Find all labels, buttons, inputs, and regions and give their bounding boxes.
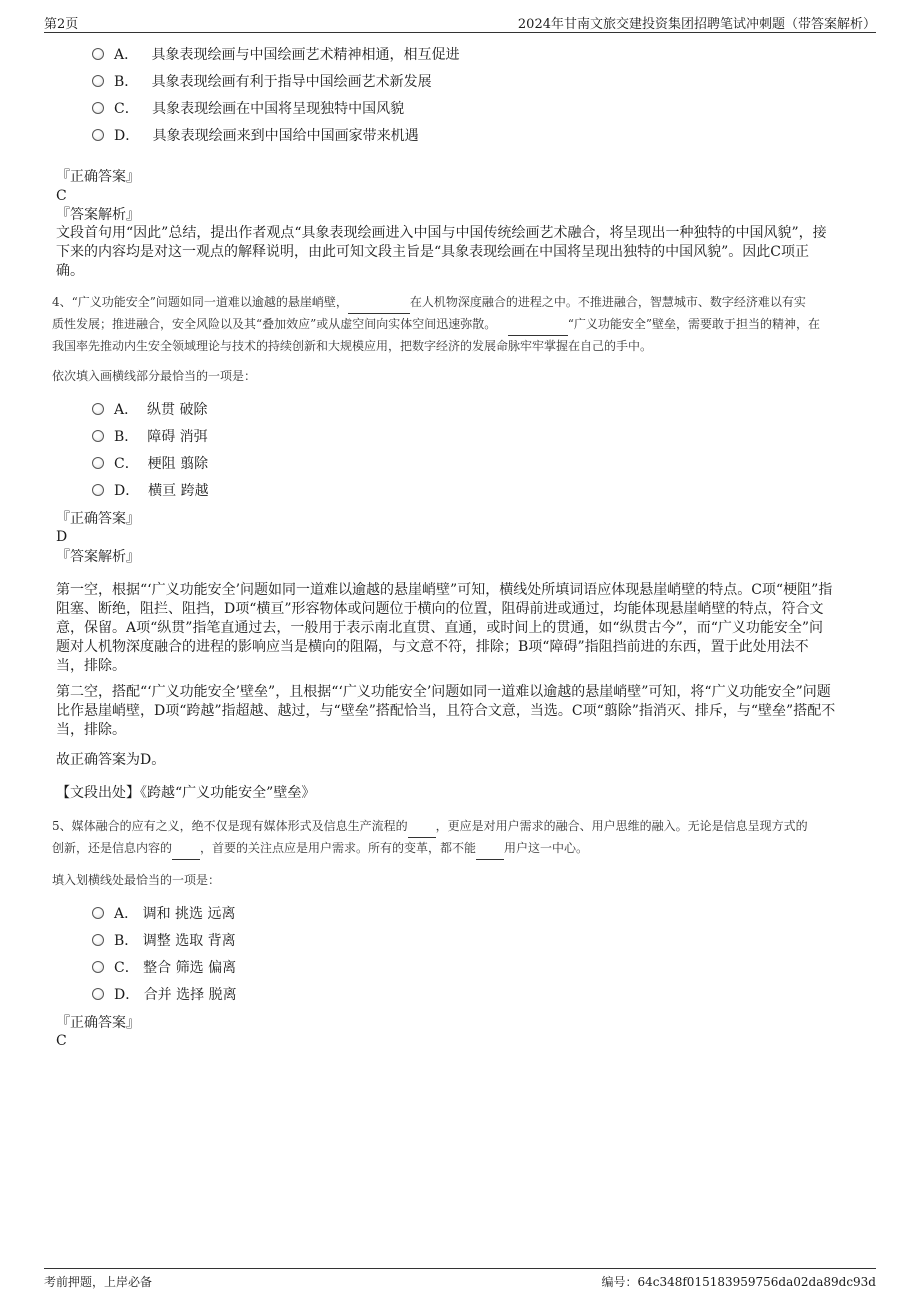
q4-answer: D	[56, 529, 68, 545]
q5-option-c[interactable]: C． 整合 筛选 偏离	[92, 958, 236, 978]
footer-slogan: 考前押题，上岸必备	[44, 1275, 153, 1289]
q3-answer: C	[56, 188, 67, 204]
radio-icon[interactable]	[92, 988, 104, 1000]
radio-icon[interactable]	[92, 457, 104, 469]
q3-option-b[interactable]: B． 具象表现绘画有利于指导中国绘画艺术新发展	[92, 72, 432, 92]
q3-option-a[interactable]: A． 具象表现绘画与中国绘画艺术精神相通，相互促进	[92, 45, 459, 65]
blank-3	[476, 838, 504, 860]
document-code: 编号：64c348f015183959756da02da89dc93d	[601, 1275, 876, 1289]
radio-icon[interactable]	[92, 102, 104, 114]
q3-option-d[interactable]: D． 具象表现绘画来到中国给中国画家带来机遇	[92, 126, 419, 146]
q4-answer-label: 『正确答案』	[56, 511, 140, 527]
q4-option-c[interactable]: C． 梗阻 翦除	[92, 454, 208, 474]
q4-stem: 4、“广义功能安全”问题如同一道难以逾越的悬崖峭壁， 在人机物深度融合的进程之中。不推进融合，智慧城市、数字经济难以有实 质性发展；推进融合，安全风险以及其“叠加效应”或从虚空间向实体空间迅速弥散。 “广义功能安全”壁垒，需要敢于担当的精神，在 我国率先推动内生安全领域理论与技术的持续创新和大规模应用，把数字经济的发展命脉牢牢掌握在自己的手中。	[52, 292, 870, 357]
page-header	[44, 12, 876, 33]
q4-analysis-para-1: 第一空，根据“‘广义功能安全’问题如同一道难以逾越的悬崖峭壁”可知，横线处所填词语应体现悬崖峭壁的特点。C项“梗阻”指 阻塞、断绝，阻拦、阻挡，D项“横亘”形容物体或问题位于横向的位置，阻碍前进或通过，均能体现悬崖峭壁的特点，符合文 意，保留。A项“纵贯”指笔直通过去，一般用于表示南北直贯、直通，或时间上的贯通，如“纵贯古今”，而“广义功能安全”问 题对人机物深度融合的进程的影响应当是横向的阻隔，与文意不符，排除；B项“障碍”指阻挡前进的东西，置于此处用法不 当，排除。	[56, 582, 833, 674]
q4-option-a[interactable]: A． 纵贯 破除	[92, 400, 207, 420]
blank-1	[408, 816, 436, 838]
q5-option-d[interactable]: D． 合并 选择 脱离	[92, 985, 237, 1005]
q4-prompt: 依次填入画横线部分最恰当的一项是：	[52, 369, 257, 383]
q4-conclusion: 故正确答案为D。	[56, 752, 166, 768]
q4-analysis-label: 『答案解析』	[56, 549, 140, 565]
document-title: 2024年甘南文旅交建投资集团招聘笔试冲刺题（带答案解析）	[517, 17, 876, 32]
blank-2	[172, 838, 200, 860]
radio-icon[interactable]	[92, 48, 104, 60]
radio-icon[interactable]	[92, 907, 104, 919]
q4-option-d[interactable]: D． 横亘 跨越	[92, 481, 209, 501]
page-number: 第2页	[44, 17, 79, 32]
radio-icon[interactable]	[92, 934, 104, 946]
q3-option-c[interactable]: C． 具象表现绘画在中国将呈现独特中国风貌	[92, 99, 404, 119]
q5-prompt: 填入划横线处最恰当的一项是：	[52, 873, 221, 887]
q3-answer-label: 『正确答案』	[56, 169, 140, 185]
q4-analysis-para-2: 第二空，搭配“‘广义功能安全’壁垒”，且根据“‘广义功能安全’问题如同一道难以逾越的悬崖峭壁”可知，将“广义功能安全”问题 比作悬崖峭壁，D项“跨越”指超越、越过，与“壁垒”搭配恰当，且符合文意，当选。C项“翦除”指消灭、排斥，与“壁垒”搭配不 当，排除。	[56, 684, 836, 738]
blank-1	[348, 292, 410, 314]
radio-icon[interactable]	[92, 484, 104, 496]
radio-icon[interactable]	[92, 75, 104, 87]
page-footer	[44, 1268, 876, 1291]
q3-analysis-label: 『答案解析』	[56, 207, 140, 223]
q5-answer-label: 『正确答案』	[56, 1015, 140, 1031]
q5-stem: 5、媒体融合的应有之义，绝不仅是现有媒体形式及信息生产流程的 ，更应是对用户需求的融合、用户思维的融入。无论是信息呈现方式的 创新，还是信息内容的 ，首要的关注点应是用户需求。所有的变革，都不能 用户这一中心。	[52, 816, 870, 860]
q5-option-a[interactable]: A． 调和 挑选 远离	[92, 904, 235, 924]
q4-option-b[interactable]: B． 障碍 消弭	[92, 427, 208, 447]
radio-icon[interactable]	[92, 430, 104, 442]
q5-option-b[interactable]: B． 调整 选取 背离	[92, 931, 236, 951]
blank-2	[508, 314, 568, 336]
radio-icon[interactable]	[92, 129, 104, 141]
radio-icon[interactable]	[92, 961, 104, 973]
q4-source: 【文段出处】《跨越“广义功能安全”壁垒》	[56, 785, 316, 801]
q5-answer: C	[56, 1033, 67, 1049]
q3-analysis: 文段首句用“因此”总结，提出作者观点“具象表现绘画进入中国与中国传统绘画艺术融合，将呈现出一种独特的中国风貌”，接 下来的内容均是对这一观点的解释说明，由此可知文段主旨是“具象表现绘画在中国将呈现出独特的中国风貌”。因此C项正 确。	[56, 225, 827, 279]
radio-icon[interactable]	[92, 403, 104, 415]
